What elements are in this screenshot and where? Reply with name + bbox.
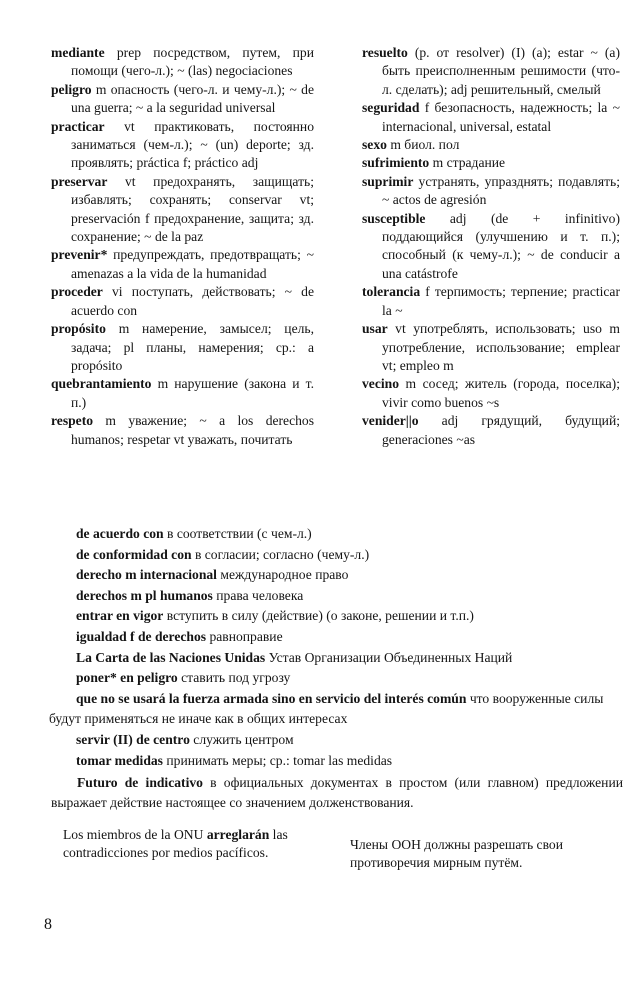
- vocabulary-left-column: [51, 44, 314, 449]
- headword: peligro: [51, 81, 92, 97]
- example-es-verb: arreglarán: [206, 827, 270, 842]
- phrase-item: [76, 627, 624, 648]
- phrase-item: [76, 545, 624, 566]
- definition: m нарушение (закона и т. п.): [71, 376, 314, 410]
- definition: m намерение, замысел; цель, задача; pl планы, намерения; ср.: a propósito: [71, 321, 314, 373]
- phrase-translation: в согласии; согласно (чему-л.): [191, 546, 370, 562]
- phrase-item: [76, 648, 624, 669]
- phrase-term: de conformidad con: [76, 546, 192, 562]
- grammar-note: [51, 773, 623, 813]
- vocabulary-right-column: [362, 44, 620, 449]
- example-russian: [350, 836, 618, 872]
- definition: vt практиковать, постоянно заниматься (чем-л.); ~ (un) deporte; зд. проявлять; práctica f; práctico adj: [71, 118, 314, 171]
- vocab-entry: [51, 118, 314, 173]
- headword: usar: [362, 321, 388, 337]
- vocab-entry: [362, 99, 620, 136]
- phrase-item: [49, 689, 624, 730]
- phrase-term: poner* en peligro: [76, 670, 178, 686]
- phrase-term: derecho m internacional: [76, 567, 217, 583]
- phrase-item: [76, 730, 624, 751]
- vocab-entry: [362, 173, 620, 210]
- headword: quebrantamiento: [51, 376, 152, 392]
- vocab-entry: [51, 283, 314, 320]
- headword: susceptible: [362, 210, 426, 226]
- vocab-entry: [362, 283, 620, 320]
- vocab-entry: [362, 412, 620, 449]
- headword: venider||o: [362, 413, 419, 429]
- definition: m страдание: [429, 155, 506, 171]
- vocab-entry: [51, 375, 314, 412]
- example-es-before: Los miembros de la ONU: [63, 827, 207, 842]
- phrase-item: [76, 586, 624, 607]
- definition: prep посредством, путем, при помощи (чего-л.); ~ (las) negociaciones: [71, 45, 314, 79]
- phrase-translation: международное право: [216, 567, 349, 583]
- headword: tolerancia: [362, 284, 421, 300]
- definition: vt предохранять, защищать; избавлять; сохранять; conservar vt; preservación f предохранение, защита; зд. сохранение; ~ de la paz: [71, 173, 314, 245]
- example-es-after: las contradicciones por medios pacíficos.: [63, 827, 288, 860]
- vocab-entry: [362, 154, 620, 172]
- headword: sufrimiento: [362, 155, 430, 171]
- headword: seguridad: [362, 100, 420, 116]
- phrase-term: servir (II) de centro: [76, 731, 190, 747]
- definition: устранять, упразднять; подавлять; ~ actos de agresión: [382, 173, 620, 208]
- phrase-term: derechos m pl humanos: [76, 587, 213, 603]
- definition: m уважение; ~ a los derechos humanos; respetar vt уважать, почитать: [71, 413, 314, 447]
- grammar-explanation: в официальных документах в простом (или главном) предложении выражает действие настоящее со значением долженствования.: [51, 775, 624, 810]
- vocab-entry: [362, 210, 620, 284]
- headword: preservar: [51, 173, 108, 189]
- phrase-translation: ставить под угрозу: [177, 670, 291, 686]
- phrase-term: tomar medidas: [76, 752, 163, 768]
- definition: (p. от resolver) (I) (a); estar ~ (a) быть преисполненным решимости (что-л. сделать); adj решительный, смелый: [382, 45, 620, 97]
- phrase-term: entrar en vigor: [76, 608, 164, 624]
- headword: respeto: [51, 413, 94, 429]
- phrase-item: [76, 565, 624, 586]
- headword: sexo: [362, 137, 387, 153]
- definition: m сосед; житель (города, поселка); vivir como buenos ~s: [382, 376, 620, 410]
- definition: vi поступать, действовать; ~ de acuerdo con: [71, 284, 314, 318]
- vocab-entry: [51, 320, 314, 375]
- phrase-translation: вступить в силу (действие) (о законе, решении и т.п.): [163, 608, 474, 624]
- phrase-list: [49, 524, 624, 771]
- definition: f терпимость; терпение; practicar la ~: [382, 284, 620, 318]
- definition: adj (de + infinitivo) поддающийся (улучшению и т. п.); способный (к чему-л.); ~ de conducir a una catástrofe: [382, 210, 620, 281]
- definition: m опасность (чего-л. и чему-л.); ~ de una guerra; ~ a la seguridad universal: [71, 81, 314, 116]
- grammar-term: Futuro de indicativo: [77, 775, 203, 790]
- headword: prevenir*: [51, 247, 108, 263]
- headword: proceder: [51, 284, 103, 300]
- phrase-translation: Устав Организации Объединенных Наций: [265, 649, 513, 665]
- definition: vt употреблять, использовать; uso m употребление, использование; emplear vt; empleo m: [382, 321, 620, 373]
- vocab-entry: [51, 81, 314, 118]
- vocab-entry: [51, 44, 314, 81]
- headword: mediante: [51, 45, 105, 60]
- vocab-entry: [362, 136, 620, 154]
- vocab-entry: [362, 375, 620, 412]
- definition: m биол. пол: [386, 137, 460, 153]
- vocab-entry: [362, 44, 620, 99]
- phrase-translation: права человека: [212, 587, 304, 603]
- phrase-item: [76, 606, 624, 627]
- phrase-translation: служить центром: [189, 731, 294, 747]
- phrase-translation: равноправие: [206, 628, 283, 644]
- phrase-term: de acuerdo con: [76, 526, 164, 541]
- headword: propósito: [51, 321, 106, 337]
- vocab-entry: [51, 412, 314, 449]
- vocab-entry: [51, 246, 314, 283]
- headword: suprimir: [362, 173, 414, 189]
- example-spanish: [63, 826, 343, 862]
- phrase-term: La Carta de las Naciones Unidas: [76, 649, 266, 665]
- definition: f безопасность, надежность; la ~ internacional, universal, estatal: [382, 100, 620, 134]
- vocab-entry: [51, 173, 314, 247]
- vocab-entry: [362, 320, 620, 375]
- page-number: 8: [44, 916, 52, 933]
- headword: resuelto: [362, 45, 408, 60]
- phrase-item: [76, 751, 624, 772]
- phrase-translation: что вооруженные силы будут применяться не иначе как в общих интересах: [49, 690, 604, 727]
- headword: practicar: [51, 118, 105, 134]
- phrase-item: [76, 668, 624, 689]
- headword: vecino: [362, 376, 399, 392]
- phrase-translation: принимать меры; ср.: tomar las medidas: [162, 752, 393, 768]
- definition: adj грядущий, будущий; generaciones ~as: [382, 413, 620, 447]
- phrase-item: [76, 524, 624, 545]
- phrase-term: igualdad f de derechos: [76, 628, 207, 644]
- phrase-term: que no se usará la fuerza armada sino en servicio del interés común: [76, 690, 467, 706]
- phrase-translation: в соответствии (с чем-л.): [163, 526, 312, 541]
- example-ru-text: Члены ООН должны разрешать свои противоречия мирным путём.: [350, 837, 563, 870]
- definition: предупреждать, предотвращать; ~ amenazas a la vida de la humanidad: [71, 247, 314, 281]
